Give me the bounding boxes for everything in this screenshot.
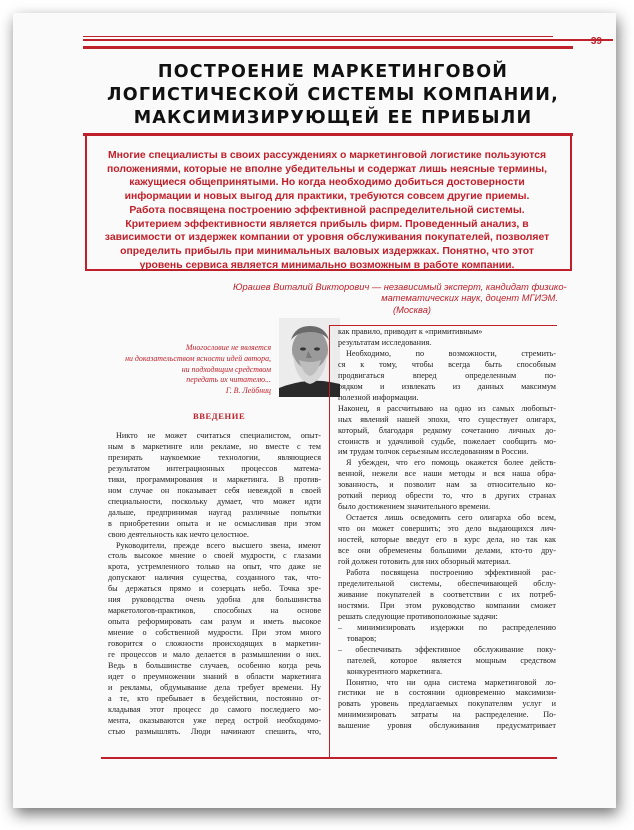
text-line: полезной информации. — [338, 392, 419, 402]
text-line: результатам исследования. — [338, 337, 432, 347]
lead-line: Многие специалисты в своих рассуждениях о маркетинговой логистике пользуются — [107, 150, 547, 161]
article-lead — [95, 149, 559, 272]
text-line: как правило, приводит к «примитивным» — [338, 327, 483, 336]
text-line: – обеспечивать эффективное обслуживание поку- — [338, 644, 556, 654]
text-line: Никто не может считаться специалистом, опыт- — [116, 431, 321, 440]
text-line: презирать наукоемкие технологии, являющиеся — [108, 452, 321, 462]
text-line: результатом интеграционных процессов матема- — [108, 463, 321, 473]
right-column — [338, 327, 556, 732]
text-line: что он может совершить; это дело выдающихся лич- — [338, 524, 556, 534]
epigraph-line: Многословие не является — [185, 343, 271, 352]
text-line: конкурентного маркетинга. — [347, 666, 443, 676]
text-line: Необходимо, по возможности, стремить- — [346, 348, 556, 358]
text-line: идет о преумножении знаний в области маркетинга — [108, 671, 321, 681]
article-title — [93, 61, 573, 130]
text-line: вышение уровня обслуживания предусматривает — [338, 721, 556, 731]
text-line: пределительной системы, обеспечивающей обслу- — [338, 578, 556, 588]
title-rule-bottom — [83, 133, 573, 136]
text-line: зованность, и позволит нам за относительно ко- — [338, 480, 556, 490]
text-line: Наконец, я рассчитываю на одно из самых любопыт- — [338, 403, 556, 413]
lead-frame-right — [570, 136, 572, 271]
text-line: все они обременены большими делами, кто-то дру- — [338, 546, 556, 556]
lead-line: уровень сервиса является минимально возможным в работе компании. — [139, 259, 515, 271]
text-line: рядком и извлекать из данных максимум — [338, 381, 556, 391]
text-line: решать следующие противоположные задачи: — [338, 611, 498, 621]
text-line: гой должен готовить для них обзорный материал. — [338, 557, 511, 567]
text-line: и рекламы, обдумывание дела требует времени. Ну — [108, 682, 321, 692]
text-line: живание покупателей в соответствии с их потреб- — [338, 589, 556, 599]
title-line: ПОСТРОЕНИЕ МАРКЕТИНГОВОЙ — [157, 62, 509, 82]
text-line: ся к тому, чтобы всегда быть способным — [338, 359, 556, 369]
lead-line: Работа посвящена построению эффективной распределительной системы. — [129, 204, 525, 216]
lead-line: положениями, которые не вполне убедительны и содержат лишь неясные термины, — [107, 163, 547, 175]
text-line: было достижением значительного времени. — [338, 502, 491, 512]
text-line: гистики не в состоянии одновременно максимизи- — [338, 688, 556, 698]
epigraph-line: ни доказательством ясности идей автора, — [125, 353, 271, 363]
epigraph — [103, 343, 271, 397]
author-line: математических наук, доцент МГИЭМ. — [381, 293, 558, 304]
lead-line: зависимости от издержек компании от уровня обслуживания покупателей, позволяет — [104, 232, 550, 244]
epigraph-author: Г. В. Лейбниц — [225, 386, 271, 396]
text-line: допускают наличия существа, созданного так, что- — [108, 573, 321, 583]
text-line: Руководители, прежде всего высшего звена, имеют — [116, 540, 321, 550]
left-column — [108, 431, 321, 738]
page-number: 39 — [590, 36, 602, 47]
text-line: тики, программирования и маркетинга. В против- — [108, 474, 321, 484]
author-city: (Москва) — [393, 304, 431, 315]
author-info — [233, 282, 567, 316]
text-line: крота, устремленного только на опыт, что даже не — [108, 562, 321, 572]
text-line: дальше, предпринимая наугад различные попытки — [108, 507, 321, 517]
text-line: ных явлений нашей эпохи, что существует олигарх, — [338, 414, 556, 424]
lead-line: Критерием эффективности является прибыль фирм. Проведенный анализ, в — [125, 218, 529, 230]
lead-line: кажущиеся общепринятыми. Но когда необходимо добиться достоверности — [129, 177, 525, 189]
text-line: стью размышлять. Люди начинают спешить, что, — [108, 726, 321, 736]
title-line: ЛОГИСТИЧЕСКОЙ СИСТЕМЫ КОМПАНИИ, — [107, 85, 559, 105]
lead-line: информации и новых выгод для практики, требуются совсем другие приемы. — [124, 191, 530, 203]
epigraph-line: передать их читателю... — [186, 375, 271, 385]
text-line: Ведь в большинстве случаев, особенно когда речь — [108, 661, 321, 671]
right-column-top-rule — [329, 325, 557, 326]
lead-line: определить прибыль при минимальных валовых издержках. Понятно, что этот — [120, 245, 534, 257]
text-line: ном случае он показывает себя невеждой в своей — [108, 485, 321, 495]
text-line: ностей, которые введут его в курс дела, но так как — [338, 535, 556, 545]
text-line: ностями. При этом руководство компании сможет — [338, 600, 556, 610]
text-line: – минимизировать издержки по распределению — [338, 622, 556, 632]
bottom-rule — [101, 757, 557, 759]
title-line: МАКСИМИЗИРУЮЩЕЙ ЕЕ ПРИБЫЛИ — [133, 108, 533, 128]
text-line: продвигаться вперед определенным по- — [338, 370, 556, 380]
title-rule-top — [83, 46, 573, 49]
text-line: ным в маркетинге или рекламе, но вместе с тем — [108, 441, 321, 451]
text-line: мнение о собственной мудрости. При этом много — [108, 628, 321, 638]
text-line: маркетологов-практиков, способных на основе — [108, 606, 321, 616]
text-line: кладывая этот процесс до самого последнего мо- — [108, 704, 321, 714]
text-line: в приобретении опыта и не осмысливая при этом — [108, 518, 321, 528]
text-line: стоинств и удачливой судьбе, пожелает сообщить мо- — [338, 436, 556, 446]
text-line: минимизировать затраты на распределение. По- — [338, 710, 556, 720]
text-line: мента, оказываются уже перед острой необходимо- — [108, 715, 321, 725]
epigraph-line: ни подходящим средством — [181, 364, 271, 374]
text-line: специальности, поскольку думает, что может идти — [108, 496, 321, 506]
top-rule-thin — [83, 36, 553, 37]
author-photo — [279, 318, 340, 397]
text-line: венной, нежели все наши методы и вся наша обра- — [338, 469, 556, 479]
text-line: столь высокое мнение о своей мудрости, с глазами — [108, 551, 321, 561]
section-heading: ВВЕДЕНИЕ — [193, 411, 246, 421]
text-line: ге процессов и мало делается в размышлении о них. — [108, 650, 321, 660]
text-line: свою деятельность как нечто целостное. — [108, 529, 249, 539]
text-line: опыта реформировать сам разум и иметь высокое — [108, 617, 321, 627]
text-line: который, благодаря редкому сочетанию личных до- — [338, 425, 556, 435]
text-line: роткий период обрести то, что в других странах — [338, 491, 556, 501]
text-line: им трудам толчок серьезным исследованиям в России. — [338, 447, 529, 457]
text-line: ния руководства очень удобна для большинства — [108, 595, 321, 605]
lead-frame-left — [85, 136, 87, 271]
text-line: Я убежден, что его помощь окажется более действ- — [346, 458, 556, 468]
text-line: Работа посвящена построению эффективной рас- — [346, 567, 556, 577]
text-line: ровать уровень предлагаемых покупателям услуг и — [338, 699, 556, 709]
text-line: бы держаться прямо и созерцать небо. Точка зре- — [108, 584, 321, 594]
text-line: Понятно, что ни одна система маркетинговой ло- — [346, 677, 556, 687]
author-line: Юрашев Виталий Викторович — независимый эксперт, кандидат физико- — [233, 282, 567, 292]
text-line: пателей, которое является мощным средством — [347, 655, 556, 665]
magazine-page — [13, 13, 616, 808]
top-rule — [83, 39, 613, 41]
text-line: товаров; — [347, 633, 377, 643]
text-line: Остается лишь осведомить сего олигарха обо всем, — [346, 513, 556, 523]
text-line: а те, кто пребывает в бездействии, постоянно от- — [108, 693, 321, 703]
column-divider — [329, 325, 330, 757]
text-line: говорится о сложности происходящих в маркетин- — [108, 639, 321, 649]
